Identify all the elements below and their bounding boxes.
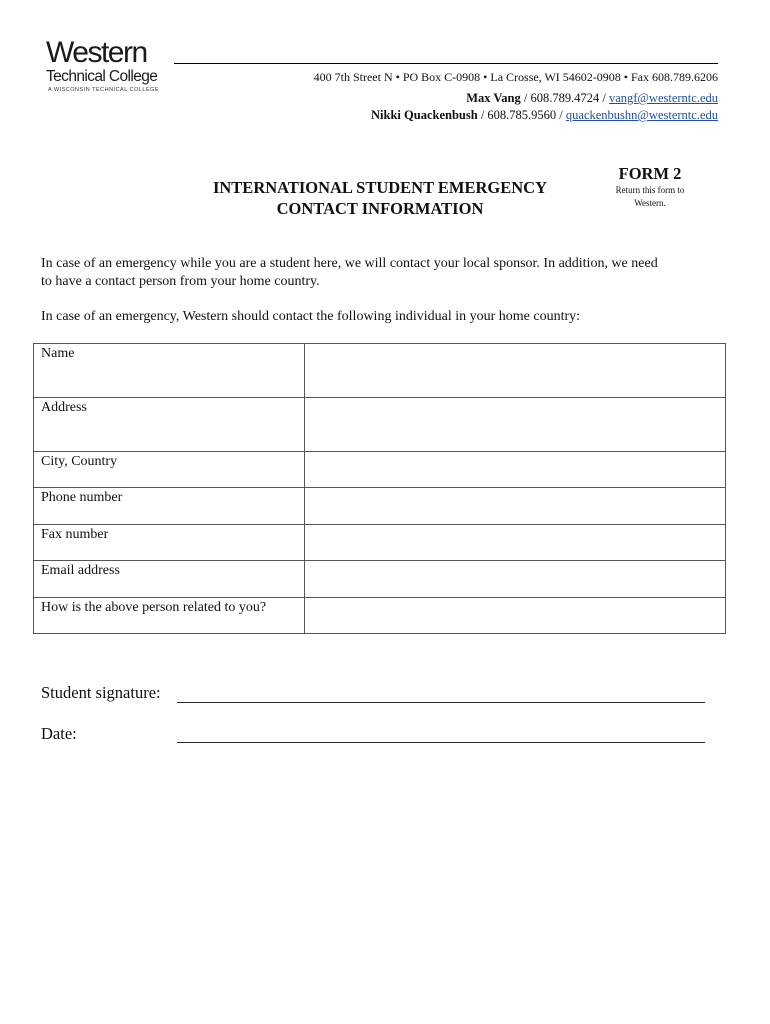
header-rule: [174, 63, 718, 64]
form-return-note-1: Return this form to: [615, 185, 685, 195]
intro-paragraph-1: In case of an emergency while you are a student here, we will contact your local sponsor. In addition, we need to have a contact person from your home country.: [41, 256, 658, 289]
form-number: FORM 2: [618, 164, 682, 183]
table-row: [34, 488, 726, 525]
logo-text-tagline: A WISCONSIN TECHNICAL COLLEGE: [48, 87, 160, 93]
title-line-2: CONTACT INFORMATION: [276, 199, 484, 218]
college-logo: [46, 38, 168, 96]
table-row: [34, 344, 726, 398]
contact-line-2: Nikki Quackenbush / 608.785.9560 / quackenbushn@westerntc.edu: [371, 108, 718, 122]
city-country-field[interactable]: [305, 452, 726, 488]
title-line-1: INTERNATIONAL STUDENT EMERGENCY: [212, 178, 548, 197]
table-row: [34, 398, 726, 452]
page-title: [180, 177, 580, 219]
emergency-contact-table: [33, 343, 726, 634]
contact-2-phone: 608.785.9560: [487, 108, 557, 122]
phone-field[interactable]: [305, 488, 726, 525]
table-row: [34, 561, 726, 598]
table-row: [34, 525, 726, 561]
student-signature-line[interactable]: [177, 702, 705, 703]
relationship-field[interactable]: [305, 598, 726, 634]
logo-text-technical-college: Technical College: [46, 68, 158, 85]
contact-1-phone: 608.789.4724: [530, 91, 600, 105]
form-number-box: [604, 164, 696, 210]
row-label-address: Address: [34, 398, 305, 452]
table-row: [34, 452, 726, 488]
contact-line-1: Max Vang / 608.789.4724 / vangf@westerntc.edu: [466, 91, 718, 105]
student-signature-label: Student signature:: [41, 683, 161, 702]
table-row: [34, 598, 726, 634]
address-field[interactable]: [305, 398, 726, 452]
intro-paragraph-2: In case of an emergency, Western should contact the following individual in your home country:: [41, 309, 581, 324]
contact-2-name: Nikki Quackenbush: [371, 108, 478, 122]
row-label-city-country: City, Country: [34, 452, 305, 488]
date-label: Date:: [41, 724, 77, 743]
date-line[interactable]: [177, 742, 705, 743]
email-field[interactable]: [305, 561, 726, 598]
contact-1-name: Max Vang: [466, 91, 521, 105]
header-address: 400 7th Street N • PO Box C-0908 • La Crosse, WI 54602-0908 • Fax 608.789.6206: [313, 70, 718, 84]
row-label-relationship: How is the above person related to you?: [34, 598, 305, 634]
row-label-phone: Phone number: [34, 488, 305, 525]
fax-field[interactable]: [305, 525, 726, 561]
row-label-name: Name: [34, 344, 305, 398]
row-label-email: Email address: [34, 561, 305, 598]
logo-text-western: Western: [46, 36, 147, 69]
form-return-note-2: Western.: [634, 198, 666, 208]
contact-1-email-link[interactable]: vangf@westerntc.edu: [608, 91, 718, 105]
name-field[interactable]: [305, 344, 726, 398]
row-label-fax: Fax number: [34, 525, 305, 561]
contact-2-email-link[interactable]: quackenbushn@westerntc.edu: [565, 108, 718, 122]
